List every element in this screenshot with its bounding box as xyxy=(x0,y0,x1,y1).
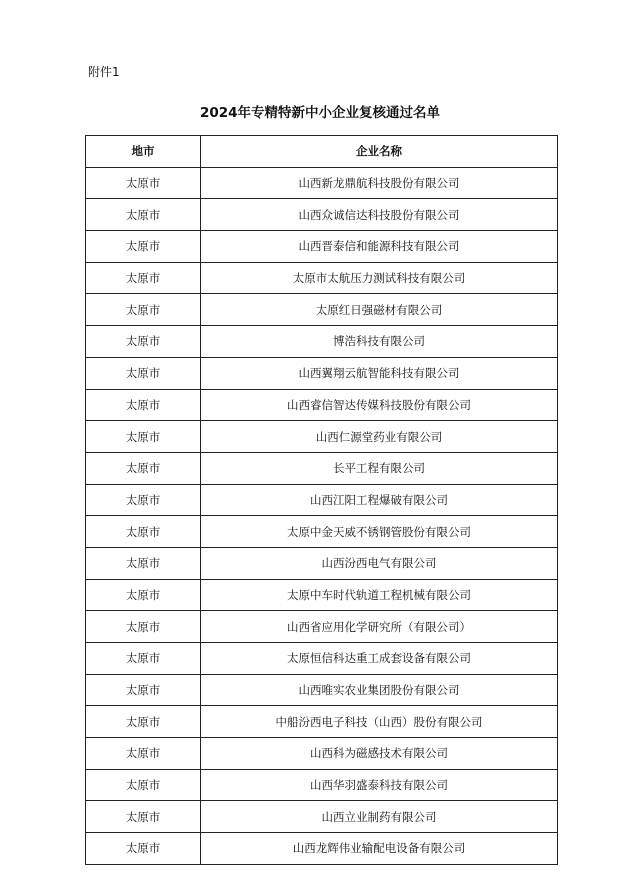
cell-company-name: 长平工程有限公司 xyxy=(201,452,558,484)
page-title: 2024年专精特新中小企业复核通过名单 xyxy=(199,105,441,121)
table-row xyxy=(86,801,558,833)
table-row xyxy=(86,674,558,706)
cell-company-name: 太原市太航压力测试科技有限公司 xyxy=(201,262,558,294)
table-header-row xyxy=(86,136,558,168)
table-row xyxy=(86,484,558,516)
table-row xyxy=(86,262,558,294)
cell-city: 太原市 xyxy=(86,389,201,421)
table-row xyxy=(86,769,558,801)
cell-company-name: 山西唯实农业集团股份有限公司 xyxy=(201,674,558,706)
table-row xyxy=(86,579,558,611)
cell-company-name: 山西翼翔云航智能科技有限公司 xyxy=(201,357,558,389)
table-row xyxy=(86,421,558,453)
table-row xyxy=(86,326,558,358)
header-company-name: 企业名称 xyxy=(201,136,558,168)
table-row xyxy=(86,357,558,389)
attachment-label: 附件1 xyxy=(88,65,120,79)
cell-city: 太原市 xyxy=(86,231,201,263)
table-row xyxy=(86,294,558,326)
table-row xyxy=(86,547,558,579)
cell-company-name: 山西江阳工程爆破有限公司 xyxy=(201,484,558,516)
table-row xyxy=(86,516,558,548)
cell-company-name: 太原红日强磁材有限公司 xyxy=(201,294,558,326)
cell-company-name: 山西汾西电气有限公司 xyxy=(201,547,558,579)
cell-city: 太原市 xyxy=(86,199,201,231)
cell-company-name: 山西立业制药有限公司 xyxy=(201,801,558,833)
cell-city: 太原市 xyxy=(86,611,201,643)
cell-city: 太原市 xyxy=(86,547,201,579)
cell-company-name: 山西龙辉伟业输配电设备有限公司 xyxy=(201,833,558,865)
cell-city: 太原市 xyxy=(86,801,201,833)
cell-company-name: 太原恒信科达重工成套设备有限公司 xyxy=(201,643,558,675)
table-row xyxy=(86,833,558,865)
cell-city: 太原市 xyxy=(86,262,201,294)
cell-company-name: 太原中车时代轨道工程机械有限公司 xyxy=(201,579,558,611)
cell-city: 太原市 xyxy=(86,326,201,358)
table-body xyxy=(86,167,558,864)
cell-company-name: 山西华羽盛泰科技有限公司 xyxy=(201,769,558,801)
table-row xyxy=(86,738,558,770)
cell-city: 太原市 xyxy=(86,452,201,484)
cell-company-name: 博浩科技有限公司 xyxy=(201,326,558,358)
cell-company-name: 山西仁源堂药业有限公司 xyxy=(201,421,558,453)
cell-city: 太原市 xyxy=(86,738,201,770)
table-row xyxy=(86,167,558,199)
cell-company-name: 山西睿信智达传媒科技股份有限公司 xyxy=(201,389,558,421)
header-city: 地市 xyxy=(86,136,201,168)
table-row xyxy=(86,611,558,643)
table-row xyxy=(86,452,558,484)
cell-company-name: 山西众诚信达科技股份有限公司 xyxy=(201,199,558,231)
cell-company-name: 太原中金天威不锈钢管股份有限公司 xyxy=(201,516,558,548)
table-row xyxy=(86,643,558,675)
table-row xyxy=(86,199,558,231)
cell-city: 太原市 xyxy=(86,421,201,453)
cell-city: 太原市 xyxy=(86,294,201,326)
cell-city: 太原市 xyxy=(86,643,201,675)
cell-company-name: 山西科为磁感技术有限公司 xyxy=(201,738,558,770)
cell-city: 太原市 xyxy=(86,484,201,516)
cell-company-name: 中船汾西电子科技（山西）股份有限公司 xyxy=(201,706,558,738)
cell-company-name: 山西省应用化学研究所（有限公司） xyxy=(201,611,558,643)
cell-city: 太原市 xyxy=(86,167,201,199)
cell-company-name: 山西晋泰信和能源科技有限公司 xyxy=(201,231,558,263)
cell-city: 太原市 xyxy=(86,357,201,389)
table-row xyxy=(86,389,558,421)
table-row xyxy=(86,706,558,738)
cell-city: 太原市 xyxy=(86,516,201,548)
cell-city: 太原市 xyxy=(86,579,201,611)
cell-city: 太原市 xyxy=(86,833,201,865)
cell-city: 太原市 xyxy=(86,706,201,738)
cell-company-name: 山西新龙鼎航科技股份有限公司 xyxy=(201,167,558,199)
table-row xyxy=(86,231,558,263)
cell-city: 太原市 xyxy=(86,769,201,801)
cell-city: 太原市 xyxy=(86,674,201,706)
company-list-table xyxy=(85,135,558,865)
